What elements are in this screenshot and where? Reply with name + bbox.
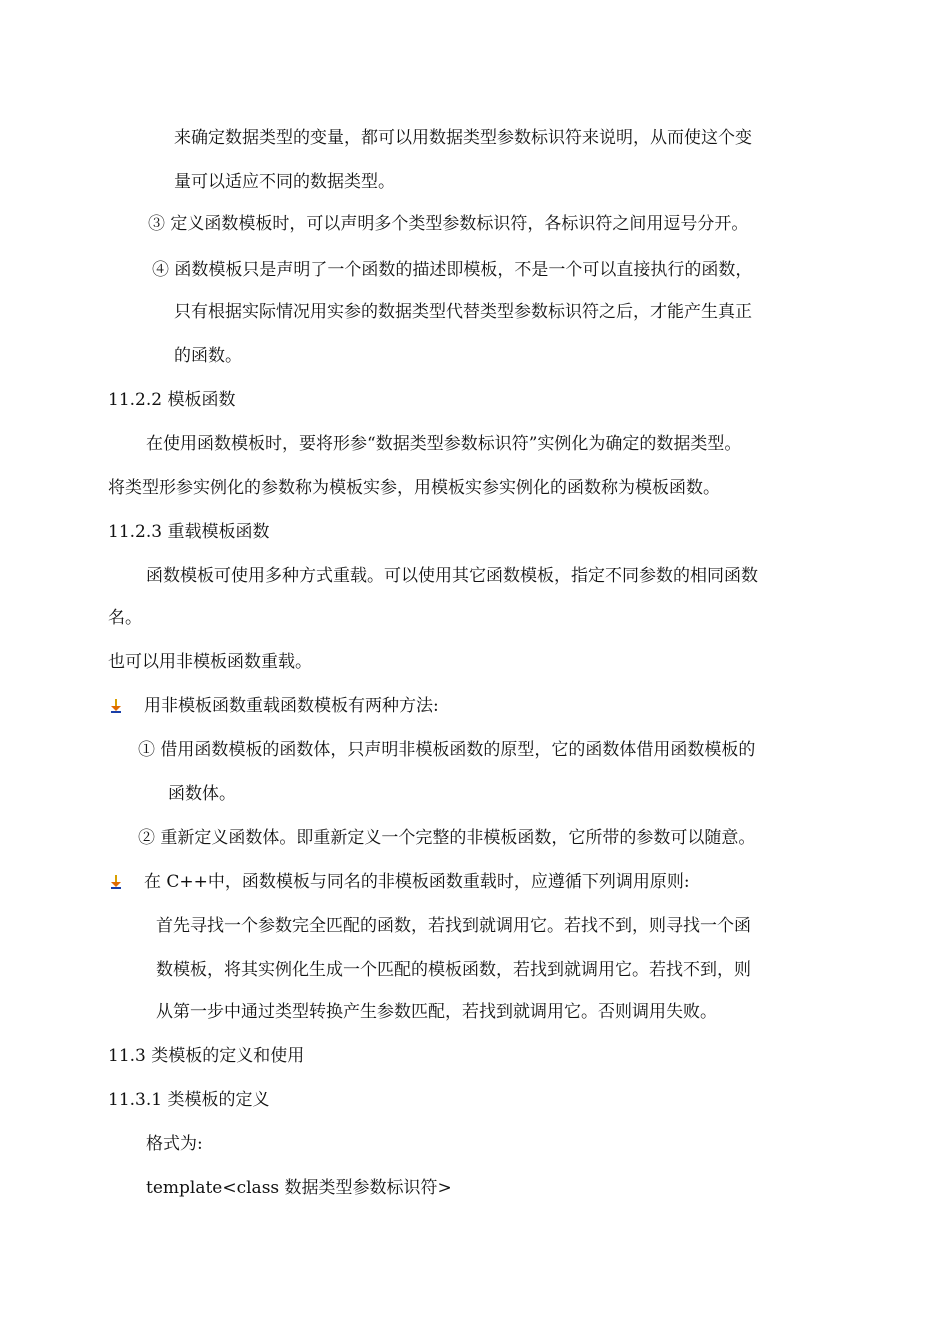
paragraph-line: 在使用函数模板时，要将形参“数据类型参数标识符”实例化为确定的数据类型。 bbox=[146, 434, 742, 454]
paragraph-line: 也可以用非模板函数重载。 bbox=[108, 652, 312, 672]
list-item-1: ① 借用函数模板的函数体，只声明非模板函数的原型，它的函数体借用函数模板的 bbox=[138, 740, 756, 760]
bullet-item: 用非模板函数重载函数模板有两种方法: bbox=[144, 696, 439, 716]
paragraph-line: 从第一步中通过类型转换产生参数匹配，若找到就调用它。否则调用失败。 bbox=[156, 1002, 717, 1022]
code-line: template<class 数据类型参数标识符> bbox=[146, 1178, 452, 1198]
bullet-item: 在 C++中，函数模板与同名的非模板函数重载时，应遵循下列调用原则: bbox=[144, 872, 690, 892]
paragraph-line: 的函数。 bbox=[174, 346, 242, 366]
paragraph-line: 来确定数据类型的变量，都可以用数据类型参数标识符来说明，从而使这个变 bbox=[174, 128, 752, 148]
section-heading-11-3: 11.3 类模板的定义和使用 bbox=[108, 1046, 305, 1066]
arrow-bullet-icon bbox=[110, 698, 122, 714]
paragraph-line: 名。 bbox=[108, 608, 142, 628]
section-heading-11-3-1: 11.3.1 类模板的定义 bbox=[108, 1090, 270, 1110]
list-item-2: ② 重新定义函数体。即重新定义一个完整的非模板函数，它所带的参数可以随意。 bbox=[138, 828, 756, 848]
paragraph-line: 格式为: bbox=[146, 1134, 203, 1154]
paragraph-line: 首先寻找一个参数完全匹配的函数，若找到就调用它。若找不到，则寻找一个函 bbox=[156, 916, 751, 936]
list-item-3: ③ 定义函数模板时，可以声明多个类型参数标识符，各标识符之间用逗号分开。 bbox=[148, 214, 749, 234]
paragraph-line: 量可以适应不同的数据类型。 bbox=[174, 172, 395, 192]
paragraph-line: 将类型形参实例化的参数称为模板实参，用模板实参实例化的函数称为模板函数。 bbox=[108, 478, 720, 498]
section-heading-11-2-2: 11.2.2 模板函数 bbox=[108, 390, 236, 410]
paragraph-line: 函数体。 bbox=[168, 784, 236, 804]
section-heading-11-2-3: 11.2.3 重载模板函数 bbox=[108, 522, 270, 542]
arrow-bullet-icon bbox=[110, 874, 122, 890]
paragraph-line: 函数模板可使用多种方式重载。可以使用其它函数模板，指定不同参数的相同函数 bbox=[146, 566, 758, 586]
paragraph-line: 只有根据实际情况用实参的数据类型代替类型参数标识符之后，才能产生真正 bbox=[174, 302, 752, 322]
list-item-4: ④ 函数模板只是声明了一个函数的描述即模板，不是一个可以直接执行的函数， bbox=[152, 260, 753, 280]
paragraph-line: 数模板，将其实例化生成一个匹配的模板函数，若找到就调用它。若找不到，则 bbox=[156, 960, 751, 980]
